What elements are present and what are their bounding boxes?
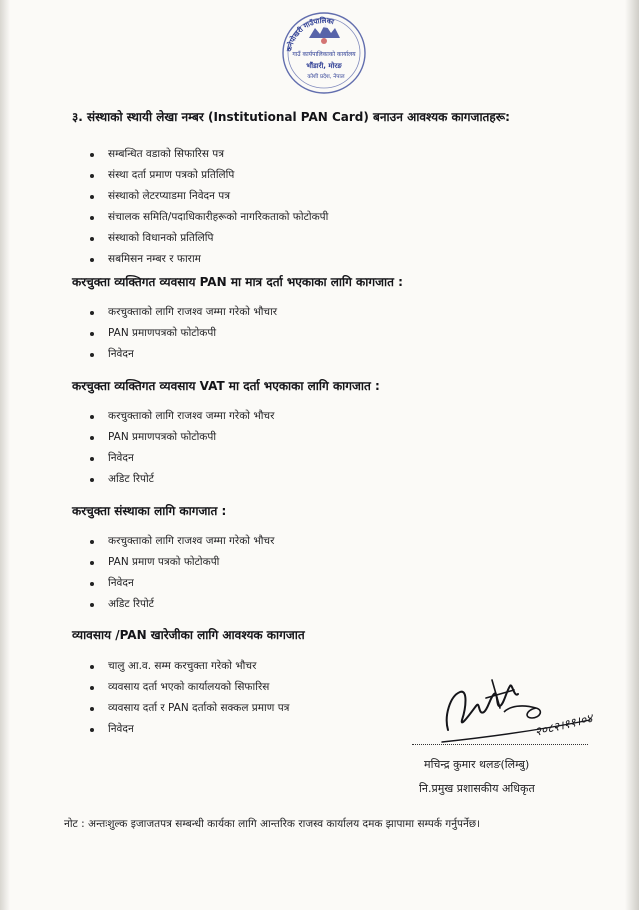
signatory-title: नि.प्रमुख प्रशासकीय अधिकृत <box>419 782 535 795</box>
list-item: अडिट रिपोर्ट <box>88 469 274 490</box>
svg-text:कोशी प्रदेश, नेपाल: कोशी प्रदेश, नेपाल <box>307 74 345 80</box>
svg-text:भौंडारी, मोरङ: भौंडारी, मोरङ <box>306 62 342 70</box>
bullet-icon <box>90 728 94 732</box>
list-item: संस्थाको लेटरप्याडमा निवेदन पत्र <box>88 186 328 207</box>
bullet-icon <box>90 332 94 336</box>
scan-shadow-left <box>0 0 10 910</box>
document-list-vat-tax-clearance <box>88 406 274 490</box>
svg-text:गाउँ कार्यपालिकाको कार्यालय: गाउँ कार्यपालिकाको कार्यालय <box>292 51 356 58</box>
list-item: निवेदन <box>88 719 289 740</box>
footer-note: नोट : अन्तःशुल्क इजाजतपत्र सम्बन्धी कार्यका लागि आन्तरिक राजस्व कार्यालय दमक झापामा सम्पर्क गर्नुपर्नेछ। <box>64 818 481 830</box>
seal-emblem-icon <box>279 8 369 98</box>
bullet-icon <box>90 353 94 357</box>
bullet-icon <box>90 561 94 565</box>
bullet-icon <box>90 457 94 461</box>
list-item: चालु आ.व. सम्म करचुक्ता गरेको भौचर <box>88 656 289 677</box>
section-heading-vat-tax-clearance: करचुक्ता व्यक्तिगत व्यवसाय VAT मा दर्ता भएकाका लागि कागजात : <box>72 379 380 393</box>
bullet-icon <box>90 436 94 440</box>
list-item: संस्था दर्ता प्रमाण पत्रको प्रतिलिपि <box>88 165 328 186</box>
scan-shadow-right <box>625 0 639 910</box>
bullet-icon <box>90 686 94 690</box>
list-item: PAN प्रमाणपत्रको फोटोकपी <box>88 427 274 448</box>
svg-text:२०८२।११।०४: २०८२।११।०४ <box>533 711 595 739</box>
list-item: सबमिसन नम्बर र फाराम <box>88 249 328 270</box>
list-item: निवेदन <box>88 448 274 469</box>
bullet-icon <box>90 478 94 482</box>
bullet-icon <box>90 415 94 419</box>
list-item: निवेदन <box>88 344 277 365</box>
handwritten-signature <box>440 668 610 750</box>
signatory-name: मचिन्द्र कुमार थलङ(लिम्बु) <box>424 758 530 771</box>
bullet-icon <box>90 582 94 586</box>
list-item: PAN प्रमाण पत्रको फोटोकपी <box>88 552 274 573</box>
document-list-institutional-pan <box>88 144 328 270</box>
list-item: करचुक्ताको लागि राजश्व जम्मा गरेको भौचर <box>88 531 274 552</box>
bullet-icon <box>90 665 94 669</box>
bullet-icon <box>90 195 94 199</box>
document-list-pan-cancellation <box>88 656 289 740</box>
list-item: निवेदन <box>88 573 274 594</box>
list-item: PAN प्रमाणपत्रको फोटोकपी <box>88 323 277 344</box>
bullet-icon <box>90 237 94 241</box>
section-heading-pan-tax-clearance: करचुक्ता व्यक्तिगत व्यवसाय PAN मा मात्र दर्ता भएकाका लागि कागजात : <box>72 275 403 289</box>
bullet-icon <box>90 707 94 711</box>
svg-text:कनेपोखरी गाउँपालिका: कनेपोखरी गाउँपालिका <box>285 16 335 53</box>
section-heading-pan-cancellation: व्यावसाय /PAN खारेजीका लागि आवश्यक कागजात <box>72 628 305 642</box>
signature-icon <box>440 668 610 750</box>
list-item: अडिट रिपोर्ट <box>88 594 274 615</box>
bullet-icon <box>90 153 94 157</box>
document-list-institution-tax-clearance <box>88 531 274 615</box>
bullet-icon <box>90 216 94 220</box>
list-item: संस्थाको विधानको प्रतिलिपि <box>88 228 328 249</box>
document-list-pan-tax-clearance <box>88 302 277 365</box>
office-seal <box>279 8 369 98</box>
bullet-icon <box>90 174 94 178</box>
bullet-icon <box>90 603 94 607</box>
list-item: व्यवसाय दर्ता भएको कार्यालयको सिफारिस <box>88 677 289 698</box>
list-item: करचुक्ताको लागि राजश्व जम्मा गरेको भौचर <box>88 406 274 427</box>
list-item: सम्बन्धित वडाको सिफारिस पत्र <box>88 144 328 165</box>
section-heading-institutional-pan: ३. संस्थाको स्थायी लेखा नम्बर (Institutional PAN Card) बनाउन आवश्यक कागजातहरू: <box>72 110 510 124</box>
bullet-icon <box>90 311 94 315</box>
bullet-icon <box>90 540 94 544</box>
list-item: संचालक समिति/पदाधिकारीहरूको नागरिकताको फोटोकपी <box>88 207 328 228</box>
signature-line <box>412 744 588 745</box>
list-item: करचुक्ताको लागि राजश्व जम्मा गरेको भौचार <box>88 302 277 323</box>
section-heading-institution-tax-clearance: करचुक्ता संस्थाका लागि कागजात : <box>72 504 227 518</box>
list-item: व्यवसाय दर्ता र PAN दर्ताको सक्कल प्रमाण पत्र <box>88 698 289 719</box>
bullet-icon <box>90 258 94 262</box>
